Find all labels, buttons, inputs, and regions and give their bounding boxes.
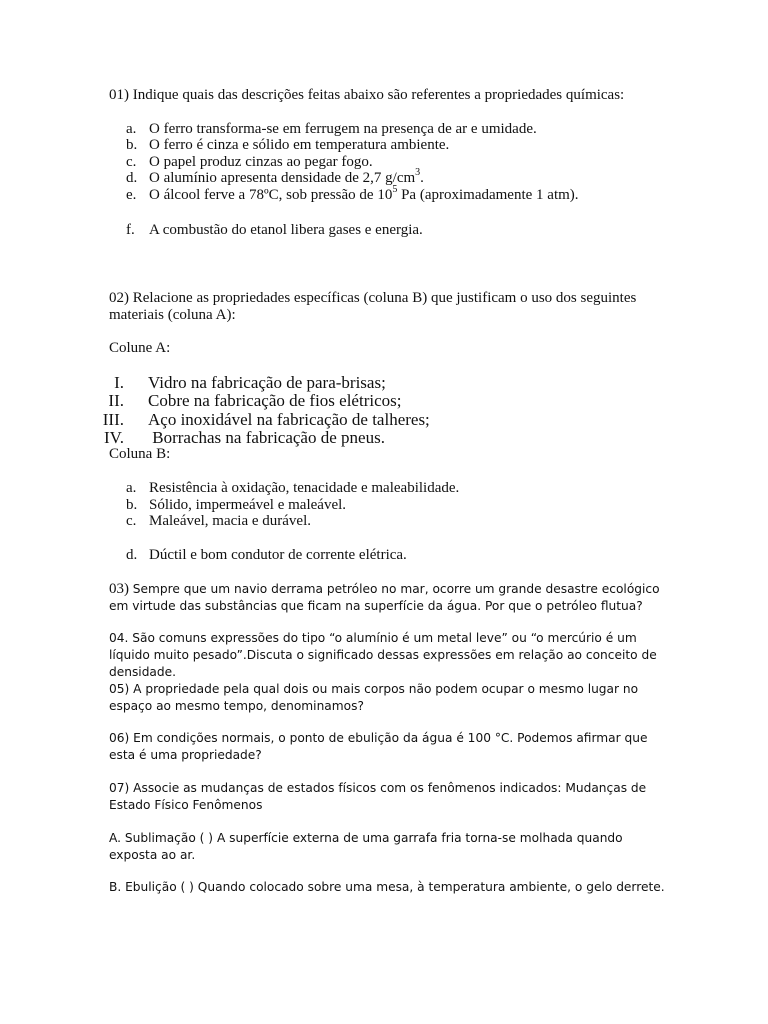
q7-item-b: B. Ebulição ( ) Quando colocado sobre uma mesa, à temperatura ambiente, o gelo derrete. [109,880,665,894]
q2-colB-label: Coluna B: [109,446,171,462]
q2-colA-item-3 [84,410,584,429]
q2-colA-text: Borrachas na fabricação de pneus. [148,428,385,447]
q2-colB-text: Maleável, macia e durável. [149,513,311,529]
q2-colB-text: Resistência à oxidação, tenacidade e maleabilidade. [149,480,460,496]
q2-colB-text: Sólido, impermeável e maleável. [149,497,347,513]
q1-item-label: a. [126,121,137,137]
q2-colB-label-letter: a. [126,480,137,496]
q1-item-text: O ferro é cinza e sólido em temperatura ambiente. [149,137,450,153]
q2-colA-item-2 [84,391,584,410]
q7-text: 07) Associe as mudanças de estados físicos com os fenômenos indicados: Mudanças de Estado Físico Fenômenos [109,781,647,812]
q2-title: 02) Relacione as propriedades específicas (coluna B) que justificam o uso dos seguintes materiais (coluna A): [109,290,637,323]
q2-colB-label-letter: d. [126,547,138,563]
q3-prefix: 03) [109,581,133,597]
q2-colA-item-4 [84,428,584,447]
q2-colA-num: III. [102,410,124,429]
q1-item-label: d. [126,170,138,186]
q1-item-text: O papel produz cinzas ao pegar fogo. [149,154,373,170]
q1-item-label: e. [126,187,137,203]
q7-item-a: A. Sublimação ( ) A superfície externa de uma garrafa fria torna-se molhada quando exposta ao ar. [109,831,623,862]
q4-text: 04. São comuns expressões do tipo “o alumínio é um metal leve” ou “o mercúrio é um líquido muito pesado”.Discuta o significado dessas expressões em relação ao conceito de densidade. [109,631,657,679]
q2-colA-num: II. [108,391,124,410]
q2-colB-label-letter: b. [126,497,138,513]
q2-colA-text: Aço inoxidável na fabricação de talheres; [148,410,430,429]
q1-item-text: A combustão do etanol libera gases e energia. [149,222,423,238]
q1-item-text-pre: O álcool ferve a 78ºC, sob pressão de 10 [149,187,393,203]
q1-item-text-post: . [420,170,424,186]
q2-colB-label-letter: c. [126,513,137,529]
q1-item-label: c. [126,154,137,170]
q1-item-text: O ferro transforma-se em ferrugem na presença de ar e umidade. [149,121,537,137]
q3-body: Sempre que um navio derrama petróleo no mar, ocorre um grande desastre ecológico em virtude das substâncias que ficam na superfície da água. Por que o petróleo flutua? [109,582,660,613]
q6-text: 06) Em condições normais, o ponto de ebulição da água é 100 °C. Podemos afirmar que esta é uma propriedade? [109,731,648,762]
q3-text [109,581,664,615]
q1-item-text [149,167,424,187]
q2-colA-item-1 [84,373,584,392]
q1-title: 01) Indique quais das descrições feitas abaixo são referentes a propriedades químicas: [109,87,625,103]
q1-item-text-pre: O alumínio apresenta densidade de 2,7 g/cm [149,170,416,186]
q1-item-superscript: 3 [415,167,421,178]
q2-colB-text: Dúctil e bom condutor de corrente elétrica. [149,547,407,563]
q2-colA-text: Cobre na fabricação de fios elétricos; [148,391,402,410]
q2-colA-num: IV. [104,428,124,447]
q1-item-label: f. [126,222,135,238]
q1-item-superscript: 5 [392,184,398,195]
q1-item-text-post: Pa (aproximadamente 1 atm). [397,187,579,203]
q2-colA-text: Vidro na fabricação de para-brisas; [148,373,386,392]
q1-item-label: b. [126,137,138,153]
q1-item-text [149,184,579,204]
q5-text: 05) A propriedade pela qual dois ou mais corpos não podem ocupar o mesmo lugar no espaço ao mesmo tempo, denominamos? [109,682,639,713]
q2-colA-num: I. [114,373,124,392]
q2-colA-label: Colune A: [109,340,171,356]
